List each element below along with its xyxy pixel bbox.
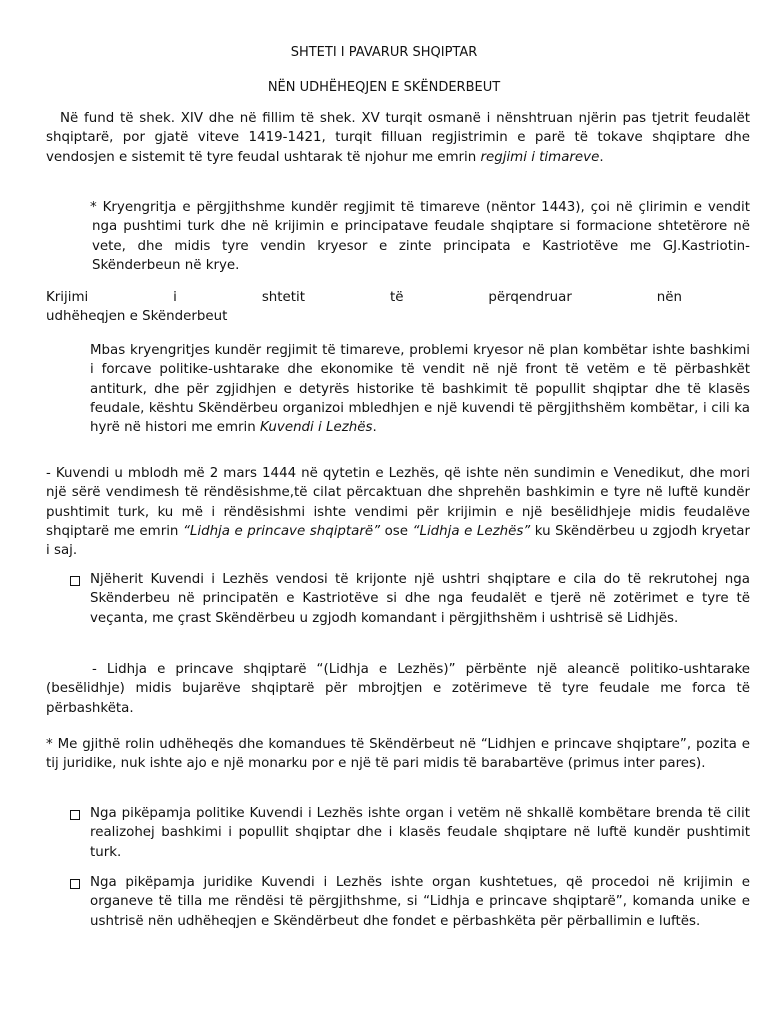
- paragraph-text: Në fund të shek. XIV dhe në fillim të shek. XV turqit osmanë i nënshtruan njërin pas tjetrit feudalët shqiptarë, por gjatë viteve 1419-1421, turqit filluan regjistrimin e parë të tokave shqiptare dhe vendosjen e sistemit të tyre feudal ushtarak të njohur me emrin: [46, 111, 750, 165]
- paragraph-text: Njëherit Kuvendi i Lezhës vendosi të krijontе një ushtri shqiptare e cila do të rekrutohej nga Skënderbeu në principatën e Kastriotëve si dhe nga feudalët e tjerë në zotërimet e tyre të veçanta, me çrast Skëndërbeu u zgjodh komandant i përgjithshëm i ushtrisë së Lidhjës.: [90, 572, 750, 626]
- square-bullet-icon: [70, 576, 80, 586]
- paragraph-political: [90, 804, 750, 862]
- paragraph-juridical: [90, 873, 750, 931]
- document-title: SHTETI I PAVARUR SHQIPTAR: [290, 45, 478, 60]
- paragraph-text: Nga pikëpamja politike Kuvendi i Lezhës ishte organ i vetëm në shkallë kombëtare brenda të cilit realizohej bashkimi i popullit shqiptar dhe i klasës feudale shqiptare në luftë kundër pushtimit turk.: [90, 806, 750, 860]
- document-subtitle: NËN UDHËHEQJEN E SKËNDERBEUT: [267, 80, 501, 95]
- heading-word: shtetit: [261, 290, 306, 305]
- paragraph-text: ku Skëndërbeu u zgjodh kryetar i saj.: [46, 523, 750, 559]
- paragraph-kuvendi-decisions: [46, 464, 750, 560]
- paragraph-kuvendi-intro: [90, 341, 750, 437]
- paragraph-text: Mbas kryengritjes kundër regjimit të timareve, problemi kryesor në plan kombëtar ishte bashkimi i forcave politike-ushtarake dhe ekonomike të vendit në një front të vetëm e të përbashkët antiturk, dhe për zgjidhjen e detyrës historike të bashkimit të popullit shqiptar dhe të klasës feudale, kështu Skëndërbeu organizoi mbledhjen e një kuvendi të përgjithshëm kombëtar, i cili ka hyrë në histori me emrin: [90, 343, 750, 436]
- square-bullet-icon: [70, 810, 80, 820]
- paragraph-text: .: [372, 420, 377, 436]
- heading-word: të: [389, 290, 404, 305]
- paragraph-uprising: [92, 198, 750, 275]
- section-heading-line1: [46, 288, 682, 307]
- heading-word: Krijimi: [46, 290, 89, 305]
- paragraph-text: * Kryengritja e përgjithshme kundër regjimit të timareve (nëntor 1443), çoi në çlirimin e vendit nga pushtimi turk dhe në krijimin e principatave feudale shqiptare si formacione shtetërore në vete, dhe midis tyre vendin kryesor e zinte principata e Kastriotëve me GJ.Kastriotin- Skënderbeun në krye.: [90, 200, 750, 273]
- paragraph-text: .: [599, 149, 604, 165]
- emphasis-text: Kuvendi i Lezhës: [260, 420, 373, 436]
- square-bullet-icon: [70, 879, 80, 889]
- paragraph-text: * Me gjithë rolin udhëheqës dhe komandues të Skëndërbeut në “Lidhjen e princave shqiptare”, pozita e tij juridike, nuk ishte ajo e një monarku por e një të pari midis të barabartëve (primus inter pares).: [46, 737, 750, 772]
- heading-word: përqendruar: [488, 290, 572, 305]
- paragraph-alliance: [46, 660, 750, 718]
- paragraph-text: ose: [380, 523, 413, 539]
- paragraph-text: - Lidhja e princave shqiptarë “(Lidhja e Lezhës)” përbënte një aleancë politiko-ushtarake (besëlidhje) midis bujarëve shqiptarë për mbrojtjen e zotërimeve të tyre feudale me forca të përbashkëta.: [46, 662, 750, 716]
- paragraph-text: Nga pikëpamja juridike Kuvendi i Lezhës ishte organ kushtetues, që procedoi në krijimin e organeve të tilla me rëndësi të përgjithshme, si “Lidhja e princave shqiptarë”, komanda unike e ushtrisë nën udhëheqjen e Skëndërbeut dhe fondet e përbashkëta për përballimin e luftës.: [90, 875, 750, 929]
- paragraph-army: [90, 570, 750, 628]
- emphasis-text: “Lidhja e princave shqiptarë”: [182, 523, 381, 539]
- emphasis-text: regjimi i timareve: [480, 149, 600, 165]
- paragraph-role: [46, 735, 750, 774]
- section-heading-line2: udhëheqjen e Skënderbeut: [46, 309, 228, 324]
- paragraph-text: - Kuvendi u mblodh më 2 mars 1444 në qytetin e Lezhës, që ishte nën sundimin e Venedikut, dhe mori një sërë vendimesh të rëndësishme,të cilat përcaktuan dhe shprehën bashkimin e tyre në luftë kundër pushtimit turk, ku më i rëndësishmi ishte vendimi për krijimin e një besëlidhjeje midis feudalëve shqiptarë me emrin: [46, 466, 750, 539]
- emphasis-text: “Lidhja e Lezhës”: [412, 523, 531, 539]
- heading-word: i: [173, 290, 177, 305]
- heading-word: nën: [656, 290, 682, 305]
- paragraph-intro: [46, 109, 750, 167]
